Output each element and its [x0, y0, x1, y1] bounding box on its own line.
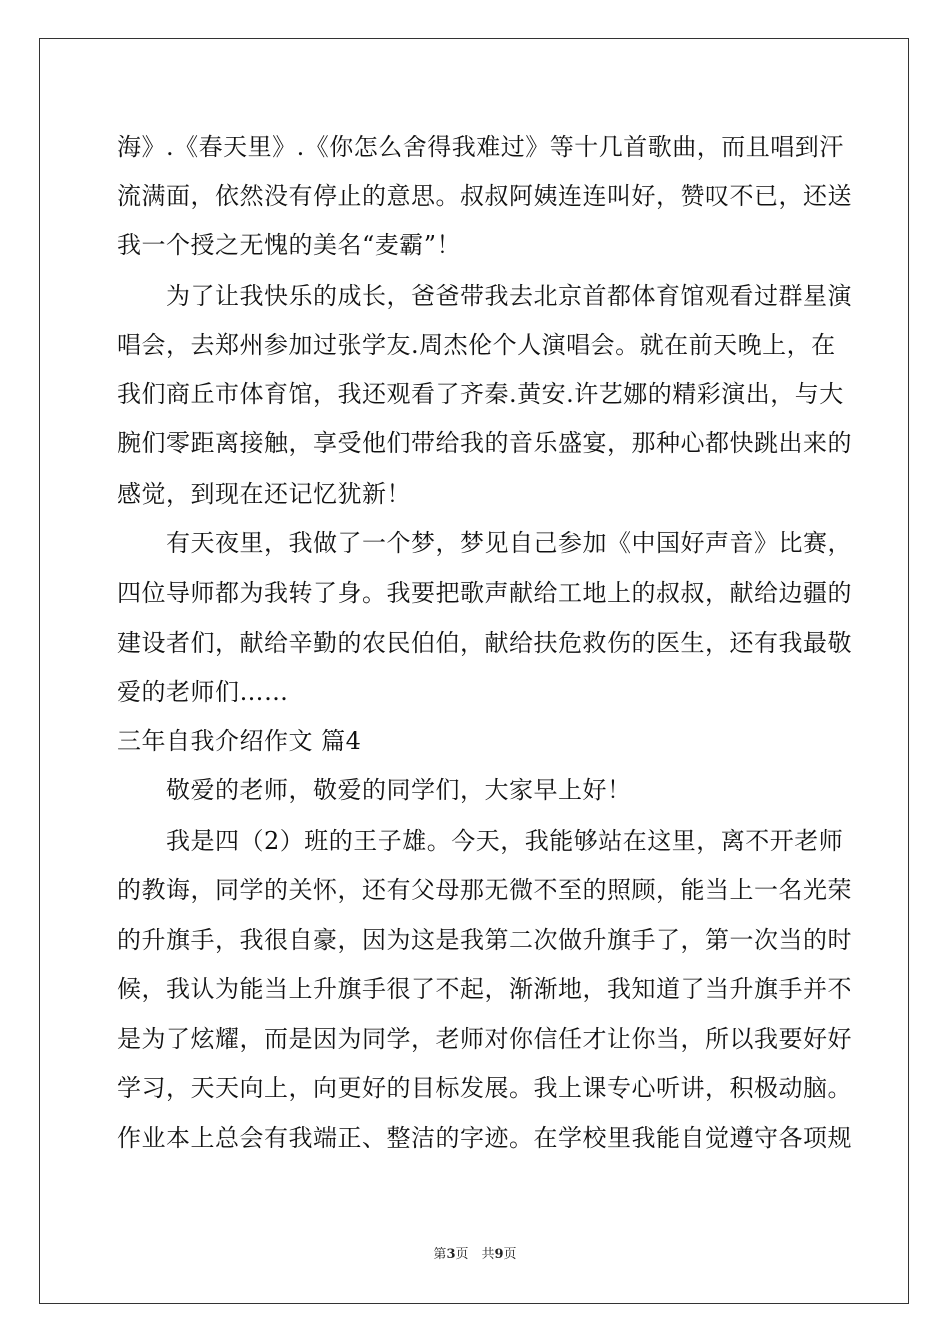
- text-line: 的升旗手，我很自豪，因为这是我第二次做升旗手了，第一次当的时: [117, 926, 852, 954]
- text-line: 四位导师都为我转了身。我要把歌声献给工地上的叔叔，献给边疆的: [117, 579, 852, 607]
- page-prefix: 第: [433, 1247, 447, 1262]
- text-line: 感觉，到现在还记忆犹新！: [117, 480, 411, 508]
- page-total: 9: [494, 1247, 504, 1262]
- text-line: 唱会，去郑州参加过张学友.周杰伦个人演唱会。就在前天晚上，在: [117, 331, 836, 359]
- text-line: 敬爱的老师，敬爱的同学们，大家早上好！: [117, 776, 632, 804]
- text-line: 腕们零距离接触，享受他们带给我的音乐盛宴，那种心都快跳出来的: [117, 429, 852, 457]
- section-heading: 三年自我介绍作文 篇4: [117, 727, 362, 755]
- text-line: 学习，天天向上，向更好的目标发展。我上课专心听讲，积极动脑。: [117, 1074, 852, 1102]
- page-current: 3: [446, 1247, 456, 1262]
- text-line: 建设者们，献给辛勤的农民伯伯，献给扶危救伤的医生，还有我最敬: [117, 629, 852, 657]
- text-line: 是为了炫耀，而是因为同学，老师对你信任才让你当，所以我要好好: [117, 1025, 852, 1053]
- text-line: 为了让我快乐的成长，爸爸带我去北京首都体育馆观看过群星演: [117, 282, 852, 310]
- text-line: 候，我认为能当上升旗手很了不起，渐渐地，我知道了当升旗手并不: [117, 975, 852, 1003]
- text-line: 我是四（2）班的王子雄。今天，我能够站在这里，离不开老师: [117, 827, 844, 855]
- text-line: 爱的老师们……: [117, 678, 289, 706]
- text-line: 流满面，依然没有停止的意思。叔叔阿姨连连叫好，赞叹不已，还送: [117, 182, 852, 210]
- text-line: 我一个授之无愧的美名“麦霸”！: [117, 231, 462, 259]
- text-line: 作业本上总会有我端正、整洁的字迹。在学校里我能自觉遵守各项规: [117, 1124, 852, 1152]
- page-mid: 页 共: [455, 1247, 495, 1262]
- page-border: [39, 38, 909, 1304]
- text-line: 有天夜里，我做了一个梦，梦见自己参加《中国好声音》比赛，: [117, 529, 852, 557]
- page-suffix: 页: [503, 1247, 517, 1262]
- page-footer: [0, 1246, 950, 1264]
- text-line: 的教诲，同学的关怀，还有父母那无微不至的照顾，能当上一名光荣: [117, 876, 852, 904]
- text-line: 海》.《春天里》.《你怎么舍得我难过》等十几首歌曲，而且唱到汗: [117, 133, 844, 161]
- text-line: 我们商丘市体育馆，我还观看了齐秦.黄安.许艺娜的精彩演出，与大: [117, 380, 844, 408]
